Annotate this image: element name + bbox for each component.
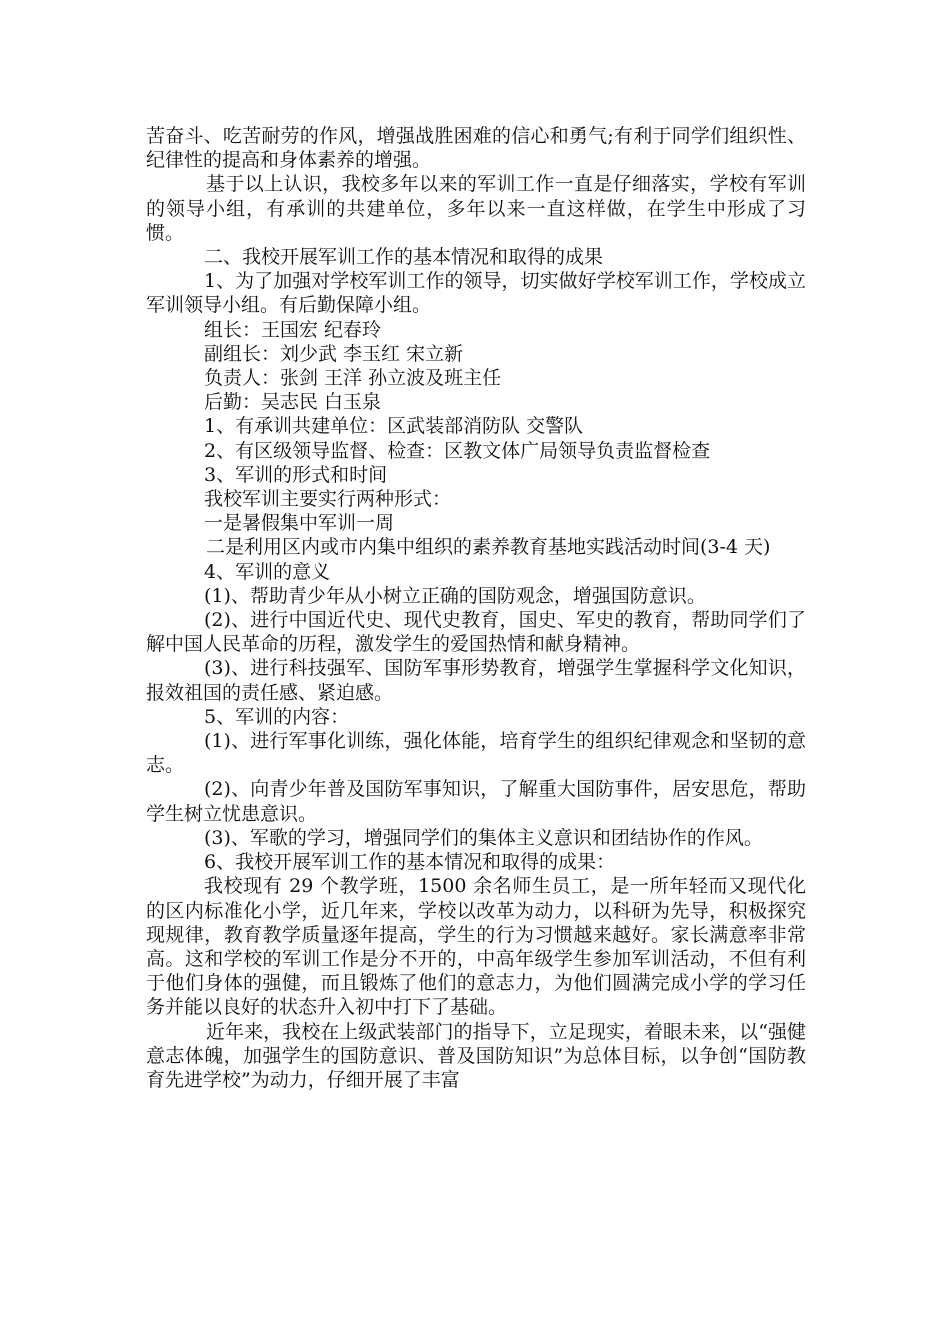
list-item: (2)、进行中国近代史、现代史教育，国史、军史的教育，帮助同学们了解中国人民革命的历程，激发学生的爱国热情和献身精神。 <box>146 609 806 656</box>
section-heading: 4、军训的意义 <box>204 560 331 583</box>
list-item: (3)、进行科技强军、国防军事形势教育，增强学生掌握科学文化知识，报效祖国的责任感、紧迫感。 <box>146 657 806 704</box>
list-item: (3)、军歌的学习，增强同学们的集体主义意识和团结协作的作风。 <box>204 826 763 849</box>
section-heading: 二、我校开展军训工作的基本情况和取得的成果 <box>204 246 604 269</box>
list-item: 后勤：吴志民 白玉泉 <box>204 391 382 414</box>
paragraph: 我校现有 29 个教学班，1500 余名师生员工，是一所年轻而又现代化的区内标准化小学，近几年来，学校以改革为动力，以科研为先导，积极探究现规律，教育教学质量逐年提高，学生的行为习惯越来越好。家长满意率非常高。这和学校的军训工作是分不开的，中高年级学生参加军训活动，不但有利于他们身体的强健，而且锻炼了他们的意志力，为他们圆满完成小学的学习任务并能以良好的状态升入初中打下了基础。 <box>146 875 806 1019</box>
list-item: (2)、向青少年普及国防军事知识，了解重大国防事件，居安思危，帮助学生树立忧患意识。 <box>146 778 806 825</box>
list-item: 组长：王国宏 纪春玲 <box>204 318 382 341</box>
paragraph: 苦奋斗、吃苦耐劳的作风，增强战胜困难的信心和勇气;有利于同学们组织性、纪律性的提高和身体素养的增强。 <box>146 125 806 172</box>
paragraph: 基于以上认识，我校多年以来的军训工作一直是仔细落实，学校有军训的领导小组，有承训的共建单位，多年以来一直这样做，在学生中形成了习惯。 <box>146 173 806 244</box>
list-item: 二是利用区内或市内集中组织的素养教育基地实践活动时间(3-4 天) <box>206 536 771 559</box>
section-heading: 6、我校开展军训工作的基本情况和取得的成果： <box>204 851 616 874</box>
list-item: 一是暑假集中军训一周 <box>204 512 395 535</box>
list-item: 副组长：刘少武 李玉红 宋立新 <box>204 342 464 365</box>
list-item: (1)、帮助青少年从小树立正确的国防观念，增强国防意识。 <box>204 584 706 607</box>
paragraph: 我校军训主要实行两种形式： <box>204 488 452 511</box>
paragraph: 近年来，我校在上级武装部门的指导下，立足现实，着眼未来，以“强健意志体魄，加强学生的国防意识、普及国防知识”为总体目标，以争创“国防教育先进学校”为动力，仔细开展了丰富 <box>146 1020 806 1091</box>
paragraph: 1、为了加强对学校军训工作的领导，切实做好学校军训工作，学校成立军训领导小组。有后勤保障小组。 <box>146 270 806 317</box>
list-item: 3、军训的形式和时间 <box>204 463 388 486</box>
list-item: (1)、进行军事化训练，强化体能，培育学生的组织纪律观念和坚韧的意志。 <box>146 730 806 777</box>
list-item: 2、有区级领导监督、检查：区教文体广局领导负责监督检查 <box>204 439 711 462</box>
section-heading: 5、军训的内容： <box>204 705 350 728</box>
document-body <box>146 124 806 1092</box>
list-item: 1、有承训共建单位：区武装部消防队 交警队 <box>204 415 584 438</box>
list-item: 负责人：张剑 王洋 孙立波及班主任 <box>204 367 502 390</box>
